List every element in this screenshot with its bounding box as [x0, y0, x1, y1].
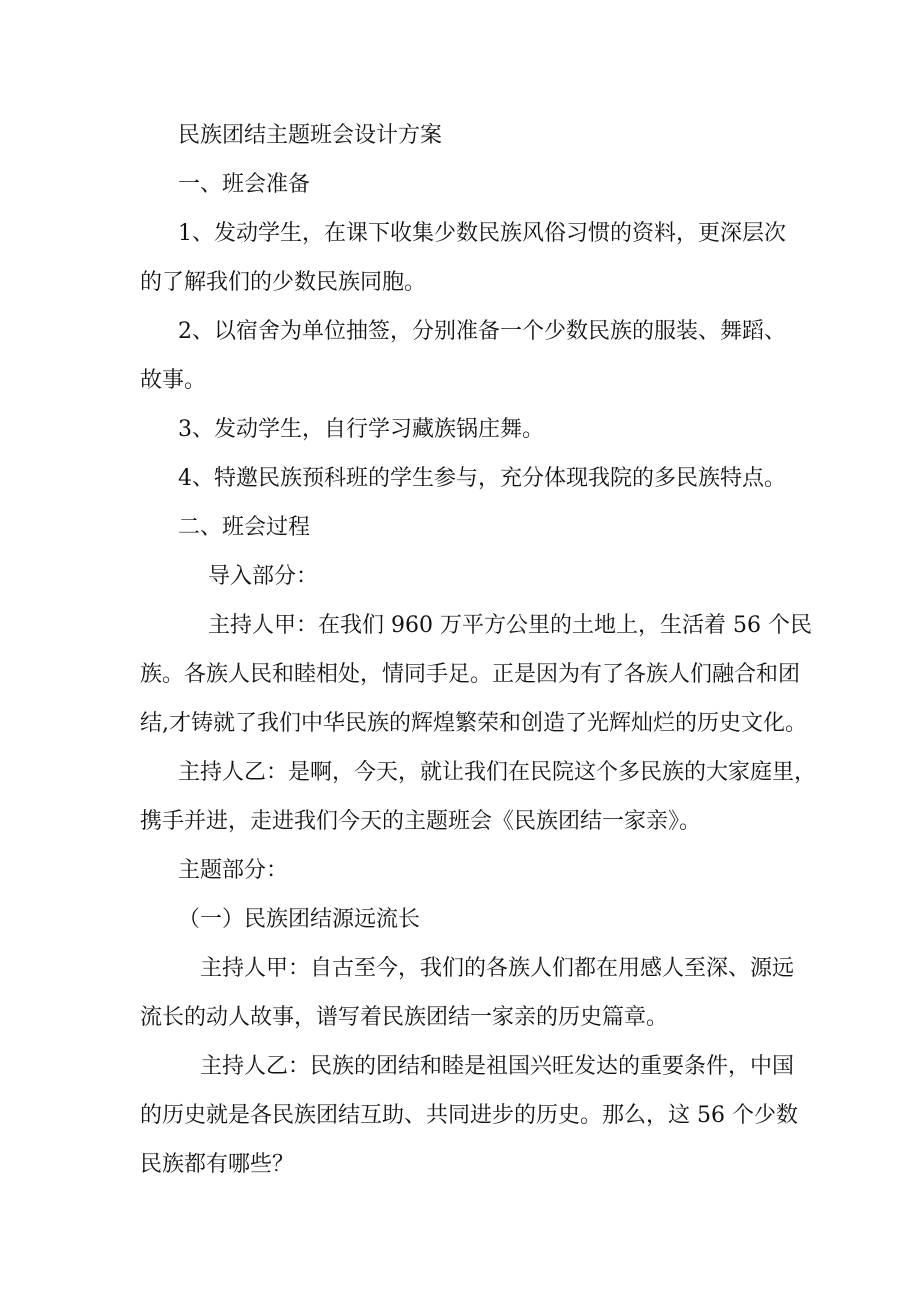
item2-line1: 2、以宿舍为单位抽签，分别准备一个少数民族的服装、舞蹈、	[178, 319, 786, 344]
host-b-2-line2: 的历史就是各民族团结互助、共同进步的历史。那么，这 56 个少数	[140, 1103, 798, 1128]
sub1-heading: （一）民族团结源远流长	[178, 907, 421, 932]
host-a-2-line2: 流长的动人故事，谱写着民族团结一家亲的历史篇章。	[140, 1005, 669, 1030]
host-a-1-line3: 结,才铸就了我们中华民族的辉煌繁荣和创造了光辉灿烂的历史文化。	[140, 711, 807, 736]
host-b-2-line1: 主持人乙：民族的团结和睦是祖国兴旺发达的重要条件，中国	[200, 1054, 795, 1079]
host-a-2-line1: 主持人甲：自古至今，我们的各族人们都在用感人至深、源远	[200, 956, 795, 981]
item1-line2: 的了解我们的少数民族同胞。	[140, 270, 427, 295]
host-b-1-line2: 携手并进，走进我们今天的主题班会《民族团结一家亲》。	[140, 809, 702, 834]
item4-text: 4、特邀民族预科班的学生参与，充分体现我院的多民族特点。	[178, 466, 786, 491]
host-a-1-line2: 族。各族人民和睦相处，情同手足。正是因为有了各族人们融合和团	[140, 662, 801, 687]
item3-text: 3、发动学生，自行学习藏族锅庄舞。	[178, 417, 544, 442]
host-b-2-line3: 民族都有哪些？	[140, 1152, 295, 1177]
item1-line1: 1、发动学生，在课下收集少数民族风俗习惯的资料，更深层次	[178, 221, 786, 246]
host-a-1-line1: 主持人甲：在我们 960 万平方公里的土地上，生活着 56 个民	[208, 613, 812, 638]
item2-line2: 故事。	[140, 368, 207, 393]
host-b-1-line1: 主持人乙：是啊，今天，就让我们在民院这个多民族的大家庭里，	[178, 760, 817, 785]
section1-heading: 一、班会准备	[178, 172, 311, 197]
section2-heading: 二、班会过程	[178, 515, 311, 540]
document-title: 民族团结主题班会设计方案	[178, 123, 443, 148]
theme-label: 主题部分：	[178, 858, 289, 883]
intro-label: 导入部分：	[208, 564, 319, 589]
